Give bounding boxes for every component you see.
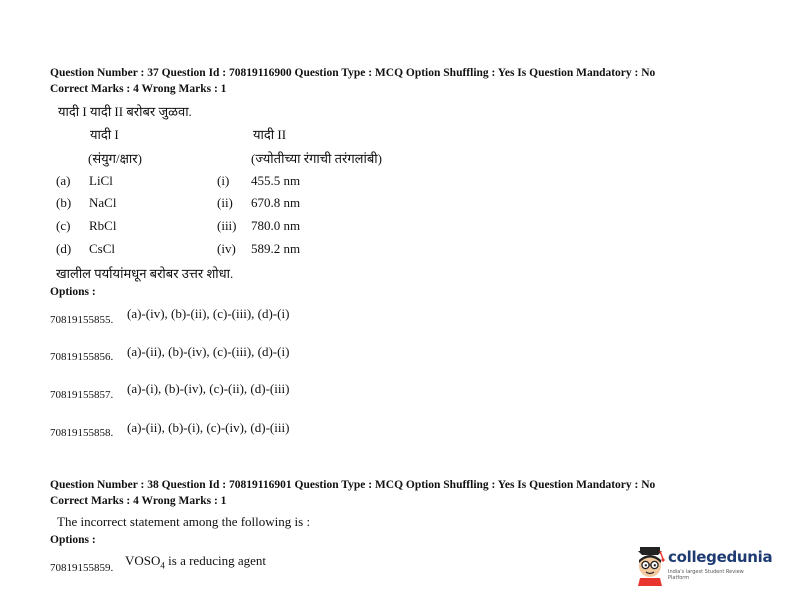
row-b-key: (b) [56, 195, 72, 210]
row-iii-key: (iii) [217, 218, 237, 233]
q37-header-line1: Question Number : 37 Question Id : 70819116900 Question Type : MCQ Option Shuffling : Yes Is Question Mandatory : No [50, 67, 656, 79]
row-c-value: RbCl [89, 218, 117, 233]
q37-option-4-id: 70819155858. [50, 427, 114, 439]
q38-option-1-text[interactable] [125, 553, 266, 571]
logo-tagline: India's largest Student Review Platform [668, 569, 744, 581]
list2-title: यादी II [253, 127, 287, 142]
q37-header-line2: Correct Marks : 4 Wrong Marks : 1 [50, 83, 227, 95]
mascot-icon [634, 546, 666, 586]
q37-option-1-text[interactable]: (a)-(iv), (b)-(ii), (c)-(iii), (d)-(i) [127, 306, 290, 321]
q38-header-line1: Question Number : 38 Question Id : 70819116901 Question Type : MCQ Option Shuffling : Yes Is Question Mandatory : No [50, 479, 656, 491]
q38-options-label: Options : [50, 534, 96, 546]
row-i-value: 455.5 nm [251, 173, 301, 188]
row-iii-value: 780.0 nm [251, 218, 301, 233]
q38-header-line2: Correct Marks : 4 Wrong Marks : 1 [50, 495, 227, 507]
logo-wordmark: collegedunia [668, 548, 773, 566]
q37-instruction: यादी I यादी II बरोबर जुळवा. [58, 104, 192, 119]
q38-option-1-formula: VOSO [125, 553, 161, 568]
list2-subtitle: (ज्योतीच्या रंगाची तरंगलांबी) [251, 151, 382, 166]
q38-option-1-rest: is a reducing agent [164, 553, 266, 568]
q37-option-4-text[interactable]: (a)-(ii), (b)-(i), (c)-(iv), (d)-(iii) [127, 420, 290, 435]
q37-option-3-text[interactable]: (a)-(i), (b)-(iv), (c)-(ii), (d)-(iii) [127, 381, 290, 396]
row-ii-key: (ii) [217, 195, 233, 210]
q37-option-1-id: 70819155855. [50, 314, 114, 326]
collegedunia-logo[interactable] [634, 546, 773, 588]
q37-option-2-text[interactable]: (a)-(ii), (b)-(iv), (c)-(iii), (d)-(i) [127, 344, 290, 359]
q38-statement: The incorrect statement among the following is : [57, 514, 311, 529]
q38-option-1-subscript: 4 [160, 560, 165, 571]
row-ii-value: 670.8 nm [251, 195, 301, 210]
row-i-key: (i) [217, 173, 230, 188]
q38-option-1-id: 70819155859. [50, 562, 114, 574]
q37-option-3-id: 70819155857. [50, 389, 114, 401]
row-iv-value: 589.2 nm [251, 241, 301, 256]
row-a-value: LiCl [89, 173, 113, 188]
list1-title: यादी I [90, 127, 119, 142]
q37-option-2-id: 70819155856. [50, 351, 114, 363]
row-d-value: CsCl [89, 241, 116, 256]
q37-options-label: Options : [50, 286, 96, 298]
list1-subtitle: (संयुग/क्षार) [88, 151, 142, 166]
row-iv-key: (iv) [217, 241, 236, 256]
q37-prompt: खालील पर्यायांमधून बरोबर उत्तर शोधा. [56, 266, 234, 281]
row-d-key: (d) [56, 241, 72, 256]
row-a-key: (a) [56, 173, 71, 188]
row-c-key: (c) [56, 218, 71, 233]
row-b-value: NaCl [89, 195, 117, 210]
